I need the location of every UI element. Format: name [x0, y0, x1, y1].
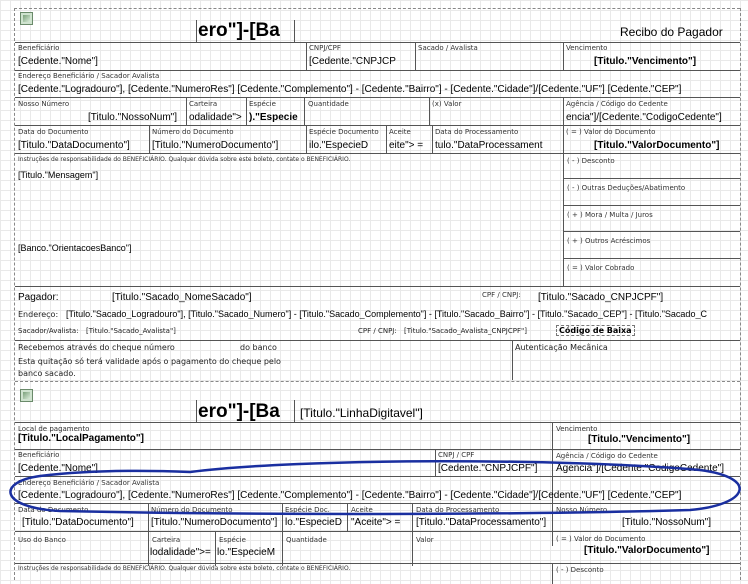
- vencimento-field-2[interactable]: [Titulo."Vencimento"]: [588, 434, 691, 445]
- pagador-endereco-field[interactable]: [Titulo."Sacado_Logradouro"], [Titulo."Sacado_Numero"] - [Titulo."Sacado_Complemento"] - [Titulo."Sacado_Bairro"] - [Titulo."Sacado_CEP"] - [Titulo."Sacado_C: [66, 309, 707, 319]
- data-processamento-field[interactable]: tulo."DataProcessament: [435, 140, 543, 151]
- beneficiario-label-2: Beneficiário: [18, 451, 60, 459]
- vencimento-field[interactable]: [Titulo."Vencimento"]: [594, 56, 697, 67]
- cnpj-label: CNPJ/CPF: [309, 44, 341, 52]
- do-banco-label: do banco: [240, 343, 277, 352]
- cnpj-field-2[interactable]: [Cedente."CNPJCPF"]: [438, 463, 538, 474]
- codigo-baixa-label: Código de Baixa: [556, 325, 635, 336]
- nosso-numero-label-2: Nosso Número: [556, 506, 608, 514]
- sacador-avalista-label: Sacador/Avalista:: [18, 327, 79, 335]
- carteira-label: Carteira: [189, 100, 218, 108]
- instrucoes-label: Instruções de responsabilidade do BENEFICIÁRIO. Qualquer dúvida sobre este boleto, contate o BENEFICIÁRIO.: [18, 156, 351, 163]
- nosso-numero-field-2[interactable]: [Titulo."NossoNum"]: [622, 517, 711, 528]
- beneficiario-label: Beneficiário: [18, 44, 60, 52]
- mora-multa-label: ( + ) Mora / Multa / Juros: [567, 211, 653, 219]
- sacador-cpf-field[interactable]: [Titulo."Sacado_Avalista_CNPJCPF"]: [404, 327, 527, 335]
- numero-documento-label-2: Número do Documento: [151, 506, 233, 514]
- vencimento-label-2: Vencimento: [556, 425, 598, 433]
- pagador-cpf-label: CPF / CNPJ:: [482, 291, 521, 299]
- recebemos-line: Recebemos através do cheque número: [18, 343, 175, 352]
- linha-digitavel-field[interactable]: [Titulo."LinhaDigitavel"]: [300, 406, 423, 420]
- pagador-label: Pagador:: [18, 292, 59, 303]
- numero-documento-field-2[interactable]: [Titulo."NumeroDocumento"]: [151, 517, 277, 528]
- nosso-numero-label: Nosso Número: [18, 100, 70, 108]
- especie-documento-label: Espécie Documento: [309, 128, 379, 136]
- beneficiario-field-2[interactable]: [Cedente."Nome"]: [18, 463, 98, 474]
- sacador-cpf-label: CPF / CNPJ:: [358, 327, 397, 335]
- endereco-label: Endereço Beneficiário / Sacador Avalista: [18, 72, 160, 80]
- sacador-avalista-field[interactable]: [Titulo."Sacado_Avalista"]: [86, 327, 176, 335]
- carteira-field-2[interactable]: lodalidade">=: [150, 547, 211, 558]
- pagador-cpf-field[interactable]: [Titulo."Sacado_CNPJCPF"]: [538, 292, 664, 303]
- bank-logo-icon-2: [20, 389, 33, 402]
- agencia-field[interactable]: encia"]/[Cedente."CodigoCedente"]: [566, 112, 722, 123]
- bank-code-header-2: ero"]-[Ba: [198, 401, 280, 422]
- quitacao-line-1: Esta quitação só terá validade após o pagamento do cheque pelo: [18, 357, 281, 366]
- nosso-numero-field[interactable]: [Titulo."NossoNum"]: [88, 112, 177, 123]
- especie-doc-label-2: Espécie Doc.: [285, 506, 330, 514]
- mensagem-field[interactable]: [Titulo."Mensagem"]: [18, 170, 99, 180]
- outras-deducoes-label: ( - ) Outras Deduções/Abatimento: [567, 184, 686, 192]
- aceite-field[interactable]: eite"> =: [389, 140, 424, 151]
- outros-acrescimos-label: ( + ) Outros Acréscimos: [567, 237, 651, 245]
- especie-doc-field-2[interactable]: lo."EspecieD: [285, 517, 342, 528]
- data-documento-label: Data do Documento: [18, 128, 89, 136]
- bank-code-header: ero"]-[Ba: [198, 20, 280, 41]
- aceite-label-2: Aceite: [351, 506, 373, 514]
- valor-label-2: Valor: [416, 536, 434, 544]
- data-processamento-field-2[interactable]: [Titulo."DataProcessamento"]: [416, 517, 547, 528]
- recibo-pagador-title: Recibo do Pagador: [620, 25, 723, 39]
- desconto-label: ( - ) Desconto: [567, 157, 615, 165]
- quitacao-line-2: banco sacado.: [18, 369, 76, 378]
- orientacoes-banco-field[interactable]: [Banco."OrientacoesBanco"]: [18, 243, 132, 253]
- vencimento-label: Vencimento: [566, 44, 608, 52]
- endereco-field[interactable]: [Cedente."Logradouro"], [Cedente."NumeroRes"] [Cedente."Complemento"] - [Cedente."Bairro"] - [Cedente."Cidade"]/[Cedente."UF"] [Cedente."CEP"]: [18, 84, 682, 95]
- desconto-label-2: ( - ) Desconto: [556, 566, 604, 574]
- data-documento-field-2[interactable]: [Titulo."DataDocumento"]: [22, 517, 134, 528]
- pagador-endereco-label: Endereço:: [18, 310, 59, 319]
- data-documento-label-2: Data do Documento: [18, 506, 89, 514]
- data-documento-field[interactable]: [Titulo."DataDocumento"]: [18, 140, 130, 151]
- local-pagamento-label: Local de pagamento: [18, 425, 90, 433]
- cnpj-label-2: CNPJ / CPF: [438, 451, 475, 459]
- agencia-label: Agência / Código do Cedente: [566, 100, 668, 108]
- valor-documento-label-2: ( = ) Valor do Documento: [556, 535, 646, 543]
- valor-documento-field[interactable]: [Titulo."ValorDocumento"]: [594, 140, 720, 151]
- agencia-label-2: Agência / Código do Cedente: [556, 452, 658, 460]
- carteira-label-2: Carteira: [152, 536, 181, 544]
- pagador-field[interactable]: [Titulo."Sacado_NomeSacado"]: [112, 292, 252, 303]
- sacado-avalista-label: Sacado / Avalista: [418, 44, 478, 52]
- especie-documento-field[interactable]: ilo."EspecieD: [309, 140, 369, 151]
- quantidade-label-2: Quantidade: [286, 536, 327, 544]
- local-pagamento-field[interactable]: [Titulo."LocalPagamento"]: [18, 433, 144, 444]
- endereco-label-2: Endereço Beneficiário / Sacador Avalista: [18, 479, 160, 487]
- endereco-field-2[interactable]: [Cedente."Logradouro"], [Cedente."NumeroRes"] [Cedente."Complemento"] - [Cedente."Bairro"] - [Cedente."Cidade"]/[Cedente."UF"] [Cedente."CEP"]: [18, 490, 682, 501]
- instrucoes-label-2: Instruções de responsabilidade do BENEFICIÁRIO. Qualquer dúvida sobre este boleto, contate o BENEFICIÁRIO.: [18, 565, 351, 572]
- numero-documento-label: Número do Documento: [152, 128, 234, 136]
- carteira-field[interactable]: odalidade">: [189, 112, 242, 123]
- agencia-field-2[interactable]: Agencia"]/[Cedente."CodigoCedente"]: [556, 463, 724, 474]
- aceite-label: Aceite: [389, 128, 411, 136]
- valor-documento-field-2[interactable]: [Titulo."ValorDocumento"]: [584, 545, 710, 556]
- especie-field-2[interactable]: lo."EspecieM: [217, 547, 276, 558]
- especie-label: Espécie: [249, 100, 276, 108]
- uso-banco-label: Uso do Banco: [18, 536, 66, 544]
- valor-cobrado-label: ( = ) Valor Cobrado: [567, 264, 635, 272]
- aceite-field-2[interactable]: "Aceite"> =: [351, 517, 401, 528]
- data-processamento-label: Data do Processamento: [435, 128, 519, 136]
- especie-label-2: Espécie: [219, 536, 246, 544]
- quantidade-label: Quantidade: [308, 100, 349, 108]
- beneficiario-field[interactable]: [Cedente."Nome"]: [18, 56, 98, 67]
- autenticacao-label: Autenticação Mecânica: [515, 343, 608, 352]
- valor-documento-label: ( = ) Valor do Documento: [566, 128, 656, 136]
- cnpj-field[interactable]: [Cedente."CNPJCP: [309, 56, 396, 67]
- valor-label: (x) Valor: [432, 100, 462, 108]
- bank-logo-icon: [20, 12, 33, 25]
- especie-field[interactable]: )."Especie: [249, 112, 298, 123]
- data-processamento-label-2: Data do Processamento: [416, 506, 500, 514]
- numero-documento-field[interactable]: [Titulo."NumeroDocumento"]: [152, 140, 279, 151]
